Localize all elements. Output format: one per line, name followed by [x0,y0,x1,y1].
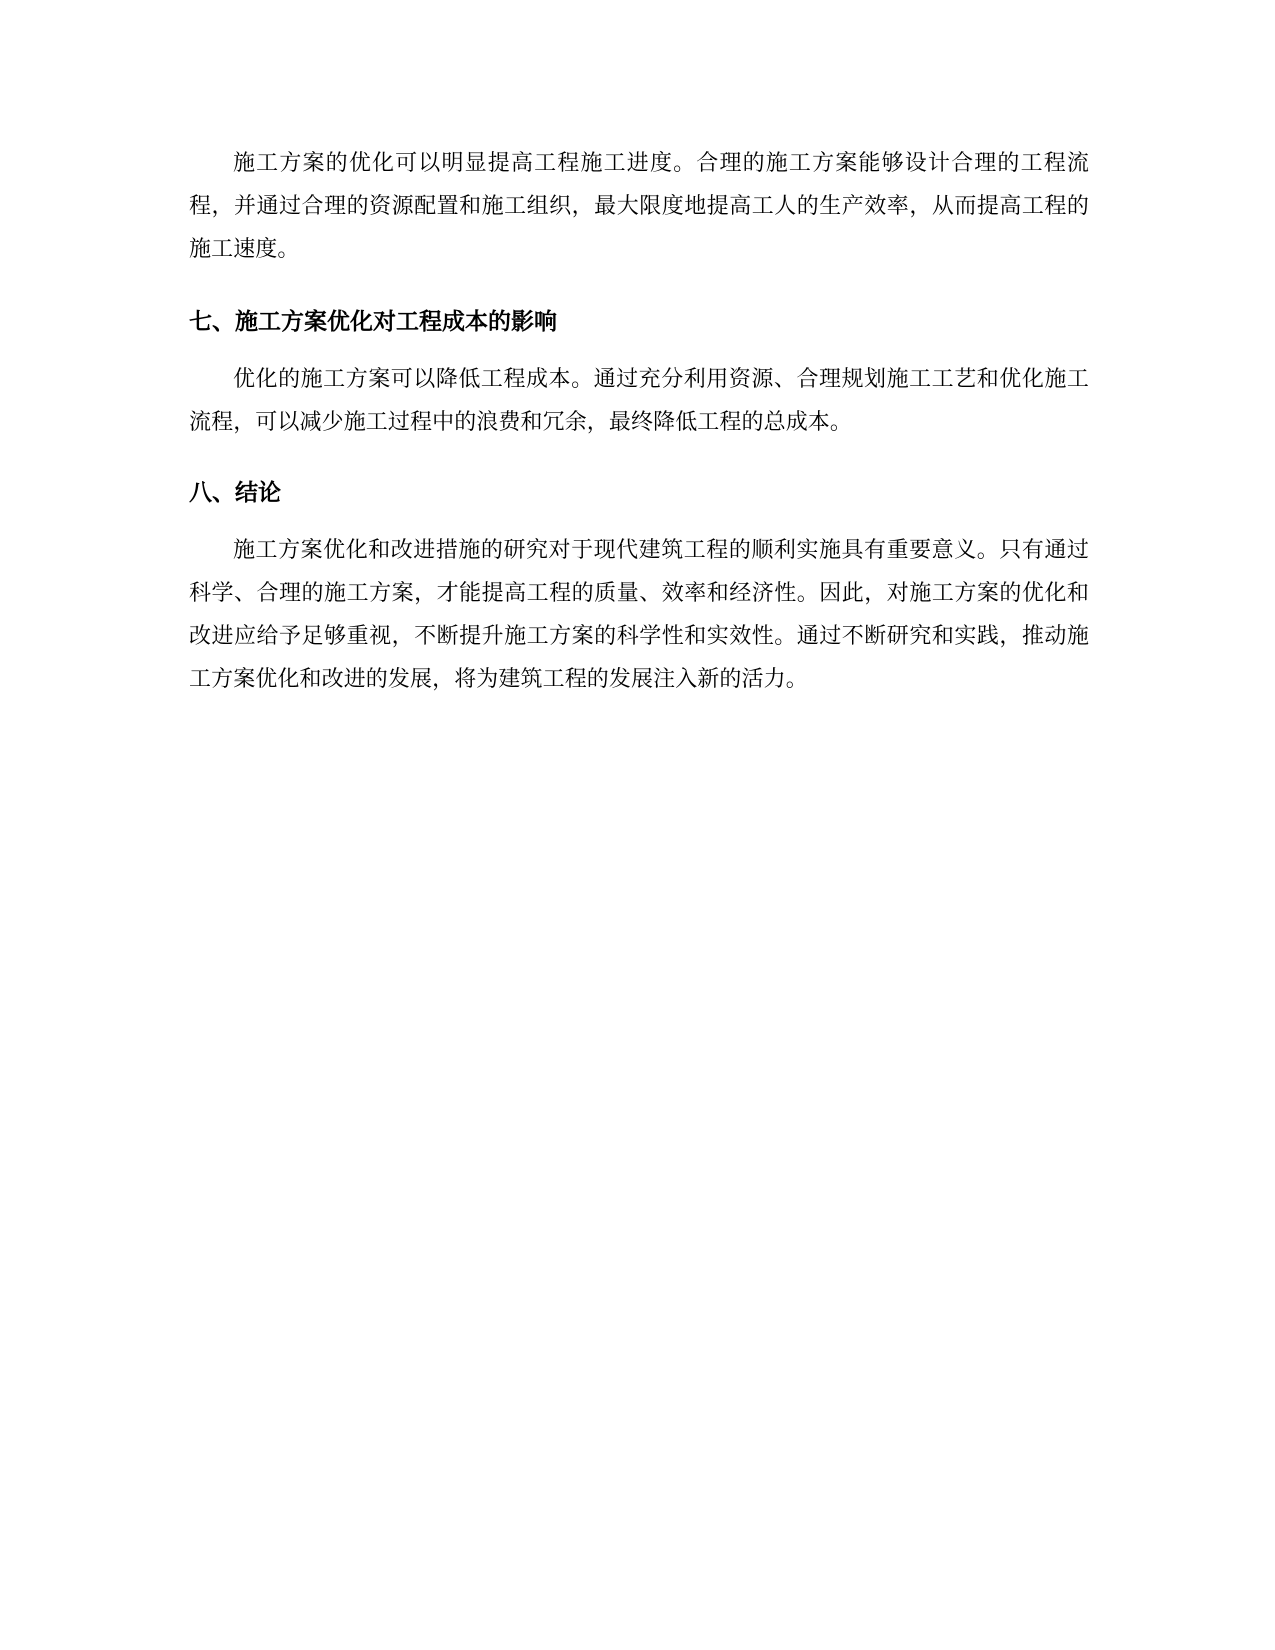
document-page [189,142,1089,701]
paragraph-construction-progress: 施工方案的优化可以明显提高工程施工进度。合理的施工方案能够设计合理的工程流程，并通过合理的资源配置和施工组织，最大限度地提高工人的生产效率，从而提高工程的施工速度。 [189,151,1089,262]
paragraph-cost-reduction: 优化的施工方案可以降低工程成本。通过充分利用资源、合理规划施工工艺和优化施工流程，可以减少施工过程中的浪费和冗余，最终降低工程的总成本。 [189,367,1089,435]
paragraph-conclusion: 施工方案优化和改进措施的研究对于现代建筑工程的顺利实施具有重要意义。只有通过科学、合理的施工方案，才能提高工程的质量、效率和经济性。因此，对施工方案的优化和改进应给予足够重视，不断提升施工方案的科学性和实效性。通过不断研究和实践，推动施工方案优化和改进的发展，将为建筑工程的发展注入新的活力。 [189,538,1089,692]
section-heading-conclusion: 八、结论 [189,480,281,506]
section-heading-cost-impact: 七、施工方案优化对工程成本的影响 [189,309,557,335]
